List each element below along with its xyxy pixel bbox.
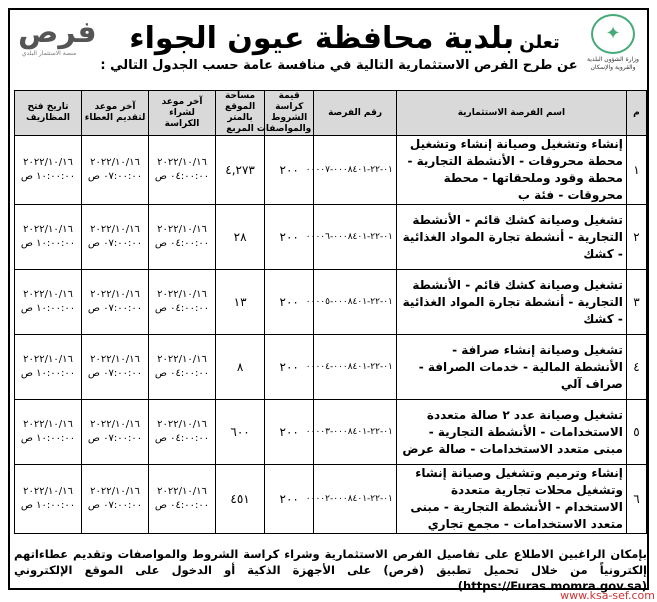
opening-date: ٢٠٢٢/١٠/١٦ ١٠:٠٠:٠٠ ص — [15, 136, 82, 205]
col-header: اسم الفرصة الاستثمارية — [396, 91, 626, 136]
table-row — [15, 136, 647, 205]
opening-date: ٢٠٢٢/١٠/١٦ ١٠:٠٠:٠٠ ص — [15, 465, 82, 534]
opportunity-code: ٠١-٢٢-٠٠٠٨٤٠١-٠٠٠٠٦ — [314, 205, 397, 270]
buy-deadline: ٢٠٢٢/١٠/١٦ ٠٤:٠٠:٠٠ ص — [149, 270, 216, 335]
subtitle: عن طرح الفرص الاستثمارية التالية في منافسة عامة حسب الجدول التالي : — [90, 58, 588, 73]
site-area: ٤٥١ — [216, 465, 265, 534]
booklet-price: ٢٠٠ — [265, 270, 314, 335]
col-header: تاريخ فتح المظاريف — [15, 91, 82, 136]
row-number: ١ — [626, 136, 646, 205]
page-title — [112, 22, 577, 56]
opportunity-name: إنشاء وترميم وتشغيل وصيانة إنشاء وتشغيل محلات تجارية متعددة الاستخدام - الأنشطة التجارية - مبنى متعدد الاستخدامات - مجمع تجاري — [396, 465, 626, 534]
table-row — [15, 400, 647, 465]
row-number: ٤ — [626, 335, 646, 400]
opportunity-code: ٠١-٢٢-٠٠٠٨٤٠١-٠٠٠٠٧ — [314, 136, 397, 205]
submit-deadline: ٢٠٢٢/١٠/١٦ ٠٧:٠٠:٠٠ ص — [82, 136, 149, 205]
opening-date: ٢٠٢٢/١٠/١٦ ١٠:٠٠:٠٠ ص — [15, 400, 82, 465]
opening-date: ٢٠٢٢/١٠/١٦ ١٠:٠٠:٠٠ ص — [15, 205, 82, 270]
opportunity-name: تشغيل وصيانة عدد ٢ صالة متعددة الاستخدامات - الأنشطة التجارية - مبنى متعدد الاستخدامات - صالة عرض — [396, 400, 626, 465]
row-number: ٥ — [626, 400, 646, 465]
submit-deadline: ٢٠٢٢/١٠/١٦ ٠٧:٠٠:٠٠ ص — [82, 465, 149, 534]
col-header: رقم الفرصة — [314, 91, 397, 136]
watermark: www.ksa-sef.com — [560, 589, 655, 602]
col-header: آخر موعد لتقديم العطاء — [82, 91, 149, 136]
opportunity-name: إنشاء وتشغيل وصيانة إنشاء وتشغيل محطة محروقات - الأنشطة التجارية - محطة وقود وملحقاتها - محطة محروقات - فئة ب — [396, 136, 626, 205]
col-header: قيمة كراسة الشروط والمواصفات — [265, 91, 314, 136]
furas-logo-subtext: منصة الاستثمار البلدي — [18, 50, 80, 57]
buy-deadline: ٢٠٢٢/١٠/١٦ ٠٤:٠٠:٠٠ ص — [149, 205, 216, 270]
buy-deadline: ٢٠٢٢/١٠/١٦ ٠٤:٠٠:٠٠ ص — [149, 465, 216, 534]
submit-deadline: ٢٠٢٢/١٠/١٦ ٠٧:٠٠:٠٠ ص — [82, 270, 149, 335]
site-area: ٨ — [216, 335, 265, 400]
opportunity-code: ٠١-٢٢-٠٠٠٨٤٠١-٠٠٠٠٣ — [314, 400, 397, 465]
site-area: ٢٨ — [216, 205, 265, 270]
furas-logo — [18, 16, 80, 74]
submit-deadline: ٢٠٢٢/١٠/١٦ ٠٧:٠٠:٠٠ ص — [82, 400, 149, 465]
ministry-name: وزارة الشؤون البلدية والقروية والإسكان — [585, 56, 641, 72]
booklet-price: ٢٠٠ — [265, 136, 314, 205]
table-row — [15, 270, 647, 335]
table-row — [15, 465, 647, 534]
site-area: ٦٠٠ — [216, 400, 265, 465]
col-header: مساحة الموقع بالمتر المربع — [216, 91, 265, 136]
table-row — [15, 335, 647, 400]
footer-note: بإمكان الراغبين الاطلاع على تفاصيل الفرص الاستثمارية وشراء كراسة الشروط والمواصفات وتقديم عطاءاتهم إلكترونياً من خلال تحميل تطبيق (فرص) على الأجهزة الذكية أو الدخول على الموقع الإلكتروني (https://Furas.momra.gov.sa) — [14, 546, 647, 594]
col-header: آخر موعد لشراء الكراسة — [149, 91, 216, 136]
opportunity-name: تشغيل وصيانة كشك قائم - الأنشطة التجارية - أنشطة تجارة المواد الغذائية - كشك — [396, 270, 626, 335]
opportunity-code: ٠١-٢٢-٠٠٠٨٤٠١-٠٠٠٠٢ — [314, 465, 397, 534]
opportunities-table — [14, 90, 647, 534]
table-row — [15, 205, 647, 270]
palm-emblem-icon: ✦ — [591, 14, 635, 54]
booklet-price: ٢٠٠ — [265, 205, 314, 270]
buy-deadline: ٢٠٢٢/١٠/١٦ ٠٤:٠٠:٠٠ ص — [149, 335, 216, 400]
announce-label: تعلن — [519, 32, 559, 53]
site-area: ٤,٢٧٣ — [216, 136, 265, 205]
submit-deadline: ٢٠٢٢/١٠/١٦ ٠٧:٠٠:٠٠ ص — [82, 205, 149, 270]
ministry-logo — [585, 14, 641, 80]
booklet-price: ٢٠٠ — [265, 335, 314, 400]
row-number: ٣ — [626, 270, 646, 335]
opening-date: ٢٠٢٢/١٠/١٦ ١٠:٠٠:٠٠ ص — [15, 270, 82, 335]
booklet-price: ٢٠٠ — [265, 465, 314, 534]
furas-logo-text: فرص — [18, 16, 80, 50]
opportunity-code: ٠١-٢٢-٠٠٠٨٤٠١-٠٠٠٠٤ — [314, 335, 397, 400]
submit-deadline: ٢٠٢٢/١٠/١٦ ٠٧:٠٠:٠٠ ص — [82, 335, 149, 400]
col-header: م — [626, 91, 646, 136]
opportunity-name: تشغيل وصيانة إنشاء صرافة - الأنشطة المالية - خدمات الصرافة - صراف آلي — [396, 335, 626, 400]
header — [10, 10, 647, 86]
booklet-price: ٢٠٠ — [265, 400, 314, 465]
announcement-frame — [8, 8, 649, 590]
buy-deadline: ٢٠٢٢/١٠/١٦ ٠٤:٠٠:٠٠ ص — [149, 400, 216, 465]
table-header-row — [15, 91, 647, 136]
opportunity-code: ٠١-٢٢-٠٠٠٨٤٠١-٠٠٠٠٥ — [314, 270, 397, 335]
site-area: ١٣ — [216, 270, 265, 335]
row-number: ٢ — [626, 205, 646, 270]
buy-deadline: ٢٠٢٢/١٠/١٦ ٠٤:٠٠:٠٠ ص — [149, 136, 216, 205]
municipality-name: بلدية محافظة عيون الجواء — [129, 21, 514, 56]
opportunity-name: تشغيل وصيانة كشك قائم - الأنشطة التجارية - أنشطة تجارة المواد الغذائية - كشك — [396, 205, 626, 270]
row-number: ٦ — [626, 465, 646, 534]
opening-date: ٢٠٢٢/١٠/١٦ ١٠:٠٠:٠٠ ص — [15, 335, 82, 400]
